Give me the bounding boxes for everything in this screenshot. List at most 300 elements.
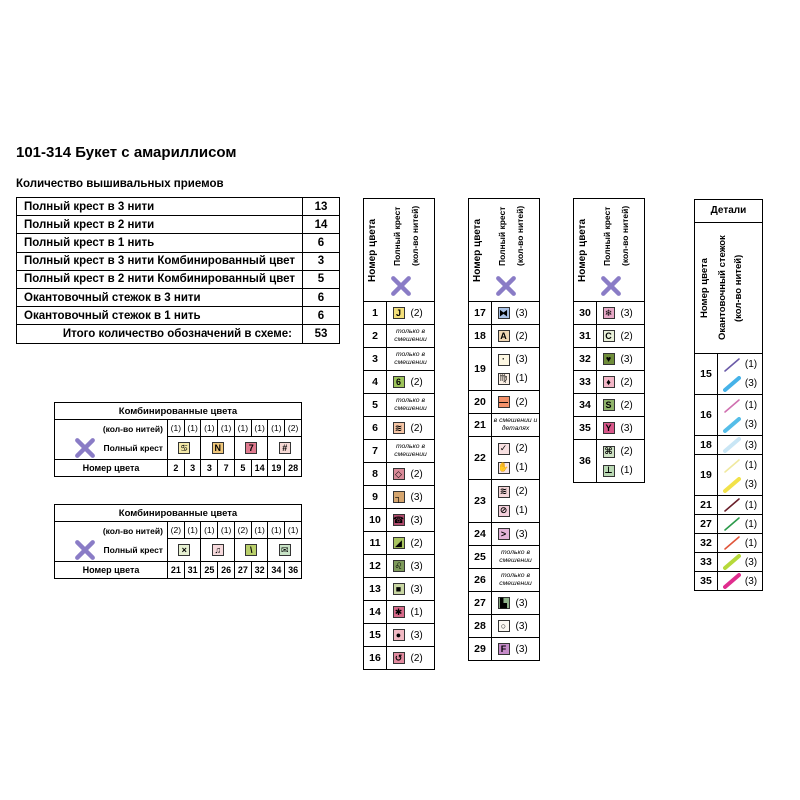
- color-number: 16: [364, 647, 387, 669]
- thread-count: (1): [251, 522, 268, 539]
- combined-symbol: ♫: [212, 544, 224, 556]
- key-line: [498, 594, 534, 613]
- key-line: [393, 649, 429, 668]
- thread-count: (3): [515, 597, 528, 609]
- key-note: только в смешении: [499, 549, 532, 564]
- combined-color-number: 36: [285, 562, 302, 579]
- header-number-label: Номер цвета: [367, 218, 378, 282]
- key-row: [364, 647, 434, 669]
- combined-color-number: 5: [234, 460, 251, 477]
- combined-symbol: ✉: [279, 544, 291, 556]
- combined-symbol-cell: [201, 437, 235, 460]
- thread-count: (3): [620, 422, 633, 434]
- color-number: 22: [469, 437, 492, 479]
- cross-stitch-icon: [74, 437, 96, 459]
- details-row: [695, 534, 762, 553]
- summary-value: 5: [303, 270, 340, 288]
- stitch-symbol: >: [498, 528, 510, 540]
- combined-color-number: 32: [251, 562, 268, 579]
- stitch-symbol: ≋: [498, 486, 510, 498]
- color-number: 17: [469, 302, 492, 324]
- color-number: 1: [364, 302, 387, 324]
- key-line: [498, 393, 534, 412]
- summary-row: [17, 288, 340, 306]
- combined-symbol: ×: [178, 544, 190, 556]
- color-number: 24: [469, 523, 492, 545]
- combined-label-cell: [55, 522, 168, 562]
- thread-count: (2): [410, 376, 423, 388]
- thread-count: (2): [515, 443, 528, 454]
- combined-color-number: 34: [268, 562, 285, 579]
- key-line: [393, 304, 429, 323]
- thread-count: (3): [744, 419, 758, 430]
- key-row-body: [492, 549, 539, 565]
- thread-count: (3): [744, 556, 758, 568]
- combined-symbol-cell: [234, 437, 268, 460]
- thread-count: (3): [410, 514, 423, 526]
- key-row: [469, 569, 539, 592]
- number-label: Номер цвета: [55, 460, 168, 477]
- color-number: 27: [469, 592, 492, 614]
- key-row-body: [387, 603, 434, 622]
- summary-value: 6: [303, 288, 340, 306]
- key-row-body: [492, 439, 539, 477]
- summary-label: Полный крест в 2 нити: [17, 216, 303, 234]
- cross-label: Полный крест: [103, 442, 163, 453]
- key-row: [364, 371, 434, 394]
- key-row-body: [597, 304, 644, 323]
- key-row-body: [597, 442, 644, 480]
- key-row: [469, 615, 539, 638]
- cross-stitch-icon: [495, 275, 517, 297]
- backstitch-swatch-icon: [723, 497, 741, 513]
- stitch-symbol: ●: [393, 629, 405, 641]
- stitch-symbol: ♍: [499, 373, 508, 383]
- color-number: 13: [364, 578, 387, 600]
- key-row-body: [387, 649, 434, 668]
- key-row-body: [492, 417, 539, 433]
- key-row: [469, 592, 539, 615]
- thread-count: (1): [218, 522, 235, 539]
- key-row: [364, 417, 434, 440]
- color-number: 33: [695, 553, 718, 571]
- key-row: [469, 414, 539, 437]
- cross-stitch-icon: [600, 275, 622, 297]
- color-number: 30: [574, 302, 597, 324]
- key-row-body: [387, 328, 434, 344]
- header-cross-label: Полный крест: [497, 206, 507, 266]
- color-number: 3: [364, 348, 387, 370]
- summary-table: [16, 197, 340, 344]
- backstitch-line: [723, 475, 757, 494]
- key-row-body: [492, 304, 539, 323]
- thread-count: (3): [410, 491, 423, 503]
- combined-symbol-cell: [201, 539, 235, 562]
- backstitch-swatch-icon: [723, 417, 741, 433]
- key-row: [364, 486, 434, 509]
- backstitch-line: [723, 456, 757, 475]
- summary-label: Окантовочный стежок в 1 нить: [17, 307, 303, 325]
- summary-total-label: Итого количество обозначений в схеме:: [17, 325, 303, 343]
- key-row-body: [492, 525, 539, 544]
- header-threads-label: (кол-во нитей): [410, 205, 420, 267]
- key-row: [574, 348, 644, 371]
- key-row-body: [492, 572, 539, 588]
- stitch-symbol: ○: [498, 620, 510, 632]
- key-line: [393, 603, 429, 622]
- backstitch-swatch-icon: [723, 376, 741, 392]
- stitch-symbol: 6: [393, 376, 405, 388]
- thread-count: (2): [620, 376, 633, 388]
- stitch-symbol: ♦: [603, 376, 615, 388]
- combined-colors-table-2: [54, 504, 302, 579]
- thread-count: (2): [410, 468, 423, 480]
- color-number: 21: [695, 496, 718, 514]
- key-row: [364, 325, 434, 348]
- color-number: 36: [574, 440, 597, 482]
- key-row-body: [597, 373, 644, 392]
- thread-count: (1): [218, 420, 235, 437]
- key-line: [498, 640, 534, 659]
- summary-row: [17, 216, 340, 234]
- color-number: 18: [695, 436, 718, 454]
- backstitch-line: [723, 572, 757, 591]
- color-number: 5: [364, 394, 387, 416]
- color-number: 35: [574, 417, 597, 439]
- backstitch-line: [723, 415, 757, 434]
- backstitch-swatch-icon: [723, 437, 741, 453]
- stitch-symbol: J: [393, 307, 405, 319]
- key-note: только в смешении: [394, 351, 427, 366]
- thread-count: (3): [515, 354, 528, 365]
- key-row: [469, 523, 539, 546]
- thread-count: (3): [515, 307, 528, 319]
- key-note: только в смешении: [394, 328, 427, 343]
- thread-count: (2): [285, 420, 302, 437]
- thread-count: (3): [744, 575, 758, 587]
- key-column-header: [364, 199, 434, 302]
- key-row-body: [387, 304, 434, 323]
- key-line: [498, 525, 534, 544]
- key-note: в смешении и деталях: [493, 417, 538, 432]
- key-row: [574, 440, 644, 482]
- combined-color-number: 2: [167, 460, 184, 477]
- backstitch-swatch-icon: [723, 573, 741, 589]
- stitch-symbol: ◢: [393, 537, 405, 549]
- thread-count: (3): [744, 479, 758, 490]
- details-table: [694, 199, 763, 591]
- combined-color-number: 3: [184, 460, 201, 477]
- thread-count: (2): [620, 446, 633, 457]
- key-line: [498, 482, 534, 501]
- stitch-symbol: ≋: [393, 422, 405, 434]
- key-row-body: [597, 419, 644, 438]
- key-line: [393, 465, 429, 484]
- section-subtitle: Количество вышивальных приемов: [16, 178, 224, 190]
- color-number: 25: [469, 546, 492, 568]
- cross-label-row: [55, 437, 163, 459]
- key-row: [574, 417, 644, 440]
- key-row-body: [597, 350, 644, 369]
- thread-count: (1): [515, 505, 528, 516]
- thread-count: (3): [515, 643, 528, 655]
- backstitch-swatch-icon: [723, 398, 741, 414]
- combined-symbol-cell: [167, 539, 201, 562]
- key-column-header: [469, 199, 539, 302]
- color-number: 4: [364, 371, 387, 393]
- page-title: 101-314 Букет с амариллисом: [16, 144, 237, 161]
- key-line: [393, 626, 429, 645]
- threads-label: (кол-во нитей): [102, 525, 163, 536]
- key-row: [364, 509, 434, 532]
- thread-count: (1): [515, 462, 528, 473]
- backstitch-line: [723, 496, 757, 515]
- key-row-body: [387, 419, 434, 438]
- key-line: [603, 350, 639, 369]
- color-number: 35: [695, 572, 718, 590]
- details-row: [695, 455, 762, 496]
- thread-count: (1): [268, 522, 285, 539]
- key-row: [364, 463, 434, 486]
- thread-count: (2): [167, 522, 184, 539]
- backstitch-line: [723, 374, 757, 393]
- stitch-symbol: S: [603, 399, 615, 411]
- details-row-body: [718, 436, 762, 455]
- thread-count: (1): [184, 522, 201, 539]
- key-row: [364, 555, 434, 578]
- details-row-body: [718, 496, 762, 515]
- key-row-body: [387, 488, 434, 507]
- details-row: [695, 436, 762, 455]
- combined-color-number: 21: [167, 562, 184, 579]
- header-cross-label: Полный крест: [602, 206, 612, 266]
- header-threads-label: (кол-во нитей): [620, 205, 630, 267]
- summary-row: [17, 307, 340, 325]
- color-number: 29: [469, 638, 492, 660]
- details-row: [695, 354, 762, 395]
- key-line: [498, 304, 534, 323]
- key-row-body: [387, 626, 434, 645]
- details-row: [695, 395, 762, 436]
- details-row-body: [718, 515, 762, 534]
- thread-count: (2): [410, 537, 423, 549]
- backstitch-line: [723, 396, 757, 415]
- summary-total-value: 53: [303, 325, 340, 343]
- thread-count: (1): [515, 373, 528, 384]
- backstitch-swatch-icon: [723, 477, 741, 493]
- key-line: [498, 369, 534, 388]
- combined-symbol-cell: [167, 437, 201, 460]
- key-row: [364, 394, 434, 417]
- thread-count: (3): [410, 629, 423, 641]
- stitch-symbol: ❄: [603, 307, 615, 319]
- details-row-body: [718, 553, 762, 572]
- key-row-body: [492, 393, 539, 412]
- combined-symbol: N: [212, 442, 224, 454]
- color-number: 9: [364, 486, 387, 508]
- backstitch-line: [723, 553, 757, 572]
- backstitch-swatch-icon: [723, 516, 741, 532]
- stitch-symbol: ✋: [497, 462, 510, 472]
- stitch-symbol: ♌: [394, 560, 403, 571]
- stitch-symbol: C: [603, 330, 615, 342]
- details-row: [695, 515, 762, 534]
- summary-label: Окантовочный стежок в 3 нити: [17, 288, 303, 306]
- stitch-symbol: ⧓: [499, 307, 508, 318]
- color-number: 15: [364, 624, 387, 646]
- key-row-body: [492, 594, 539, 613]
- thread-count: (1): [285, 522, 302, 539]
- thread-count: (2): [410, 652, 423, 664]
- backstitch-swatch-icon: [723, 458, 741, 474]
- thread-count: (2): [410, 422, 423, 434]
- key-line: [498, 458, 534, 477]
- color-number: 10: [364, 509, 387, 531]
- thread-count: (1): [268, 420, 285, 437]
- details-row: [695, 572, 762, 590]
- key-row: [469, 638, 539, 660]
- summary-value: 6: [303, 234, 340, 252]
- thread-count: (3): [744, 378, 758, 389]
- stitch-symbol: ▙: [498, 597, 510, 609]
- summary-value: 6: [303, 307, 340, 325]
- combined-symbol: 7: [245, 442, 257, 454]
- stitch-symbol: ✓: [498, 443, 510, 455]
- key-line: [393, 373, 429, 392]
- thread-count: (2): [620, 330, 633, 342]
- stitch-symbol: ✱: [393, 606, 405, 618]
- key-row-body: [387, 534, 434, 553]
- stitch-symbol: ·: [498, 354, 510, 366]
- combined-color-number: 3: [201, 460, 218, 477]
- thread-count: (1): [744, 359, 758, 370]
- summary-row: [17, 252, 340, 270]
- color-number: 32: [574, 348, 597, 370]
- key-row: [469, 348, 539, 391]
- key-row: [469, 302, 539, 325]
- combined-color-number: 31: [184, 562, 201, 579]
- summary-total-row: [17, 325, 340, 343]
- thread-count: (1): [744, 460, 758, 471]
- key-row: [469, 546, 539, 569]
- stitch-symbol: ┐: [393, 491, 405, 503]
- thread-count: (2): [410, 307, 423, 319]
- thread-count: (2): [515, 486, 528, 497]
- combined-color-number: 14: [251, 460, 268, 477]
- thread-count: (1): [251, 420, 268, 437]
- stitch-symbol: ⊘: [498, 505, 510, 517]
- key-row: [364, 624, 434, 647]
- key-row-body: [387, 351, 434, 367]
- thread-count: (2): [620, 399, 633, 411]
- key-row-body: [492, 640, 539, 659]
- key-row: [364, 578, 434, 601]
- details-title: Детали: [695, 200, 762, 223]
- key-line: [393, 557, 429, 576]
- stitch-symbol: ☎: [392, 514, 405, 525]
- thread-count: (1): [234, 420, 251, 437]
- key-row: [574, 325, 644, 348]
- key-row-body: [492, 482, 539, 520]
- combined-title: Комбинированные цвета: [55, 505, 302, 522]
- key-row: [364, 601, 434, 624]
- key-column-header: [574, 199, 644, 302]
- stitch-symbol: ■: [393, 583, 405, 595]
- key-line: [603, 327, 639, 346]
- key-note: только в смешении: [394, 443, 427, 458]
- summary-label: Полный крест в 1 нить: [17, 234, 303, 252]
- combined-symbol-cell: [234, 539, 268, 562]
- color-number: 7: [364, 440, 387, 462]
- number-label: Номер цвета: [55, 562, 168, 579]
- color-number: 27: [695, 515, 718, 533]
- color-number: 32: [695, 534, 718, 552]
- summary-label: Полный крест в 3 нити Комбинированный цвет: [17, 252, 303, 270]
- color-number: 33: [574, 371, 597, 393]
- thread-count: (2): [515, 330, 528, 342]
- color-number: 21: [469, 414, 492, 436]
- header-number-label: Номер цвета: [577, 218, 588, 282]
- key-row-body: [387, 465, 434, 484]
- color-number: 26: [469, 569, 492, 591]
- combined-symbol: #: [279, 442, 291, 454]
- thread-count: (1): [410, 606, 423, 618]
- cross-stitch-icon: [390, 275, 412, 297]
- key-row: [469, 325, 539, 348]
- backstitch-line: [723, 515, 757, 534]
- key-row-body: [387, 397, 434, 413]
- key-row-body: [492, 617, 539, 636]
- color-number: 6: [364, 417, 387, 439]
- summary-row: [17, 270, 340, 288]
- color-number: 19: [469, 348, 492, 390]
- key-line: [498, 350, 534, 369]
- color-number: 23: [469, 480, 492, 522]
- color-number: 2: [364, 325, 387, 347]
- key-row-body: [387, 580, 434, 599]
- color-number: 14: [364, 601, 387, 623]
- key-row: [469, 480, 539, 523]
- key-line: [498, 327, 534, 346]
- key-line: [603, 461, 639, 480]
- stitch-symbol: ⌘: [604, 446, 613, 456]
- details-threads-label: (кол-во нитей): [733, 254, 744, 322]
- key-row-body: [387, 557, 434, 576]
- thread-count: (1): [744, 499, 758, 511]
- header-threads-label: (кол-во нитей): [515, 205, 525, 267]
- summary-row: [17, 198, 340, 216]
- key-row: [364, 302, 434, 325]
- key-line: [498, 439, 534, 458]
- key-row-body: [387, 443, 434, 459]
- cross-label: Полный крест: [103, 544, 163, 555]
- combined-color-number: 26: [218, 562, 235, 579]
- thread-count: (3): [620, 307, 633, 319]
- details-header: [695, 223, 762, 354]
- backstitch-line: [723, 436, 757, 455]
- details-row: [695, 553, 762, 572]
- details-row-body: [718, 572, 762, 591]
- key-line: [498, 501, 534, 520]
- color-number: 34: [574, 394, 597, 416]
- stitch-symbol: F: [498, 643, 510, 655]
- combined-color-number: 28: [285, 460, 302, 477]
- details-stitch-label: Окантовочный стежок: [717, 235, 728, 341]
- stitch-symbol: Y: [603, 422, 615, 434]
- key-row: [574, 394, 644, 417]
- summary-row: [17, 234, 340, 252]
- key-line: [393, 419, 429, 438]
